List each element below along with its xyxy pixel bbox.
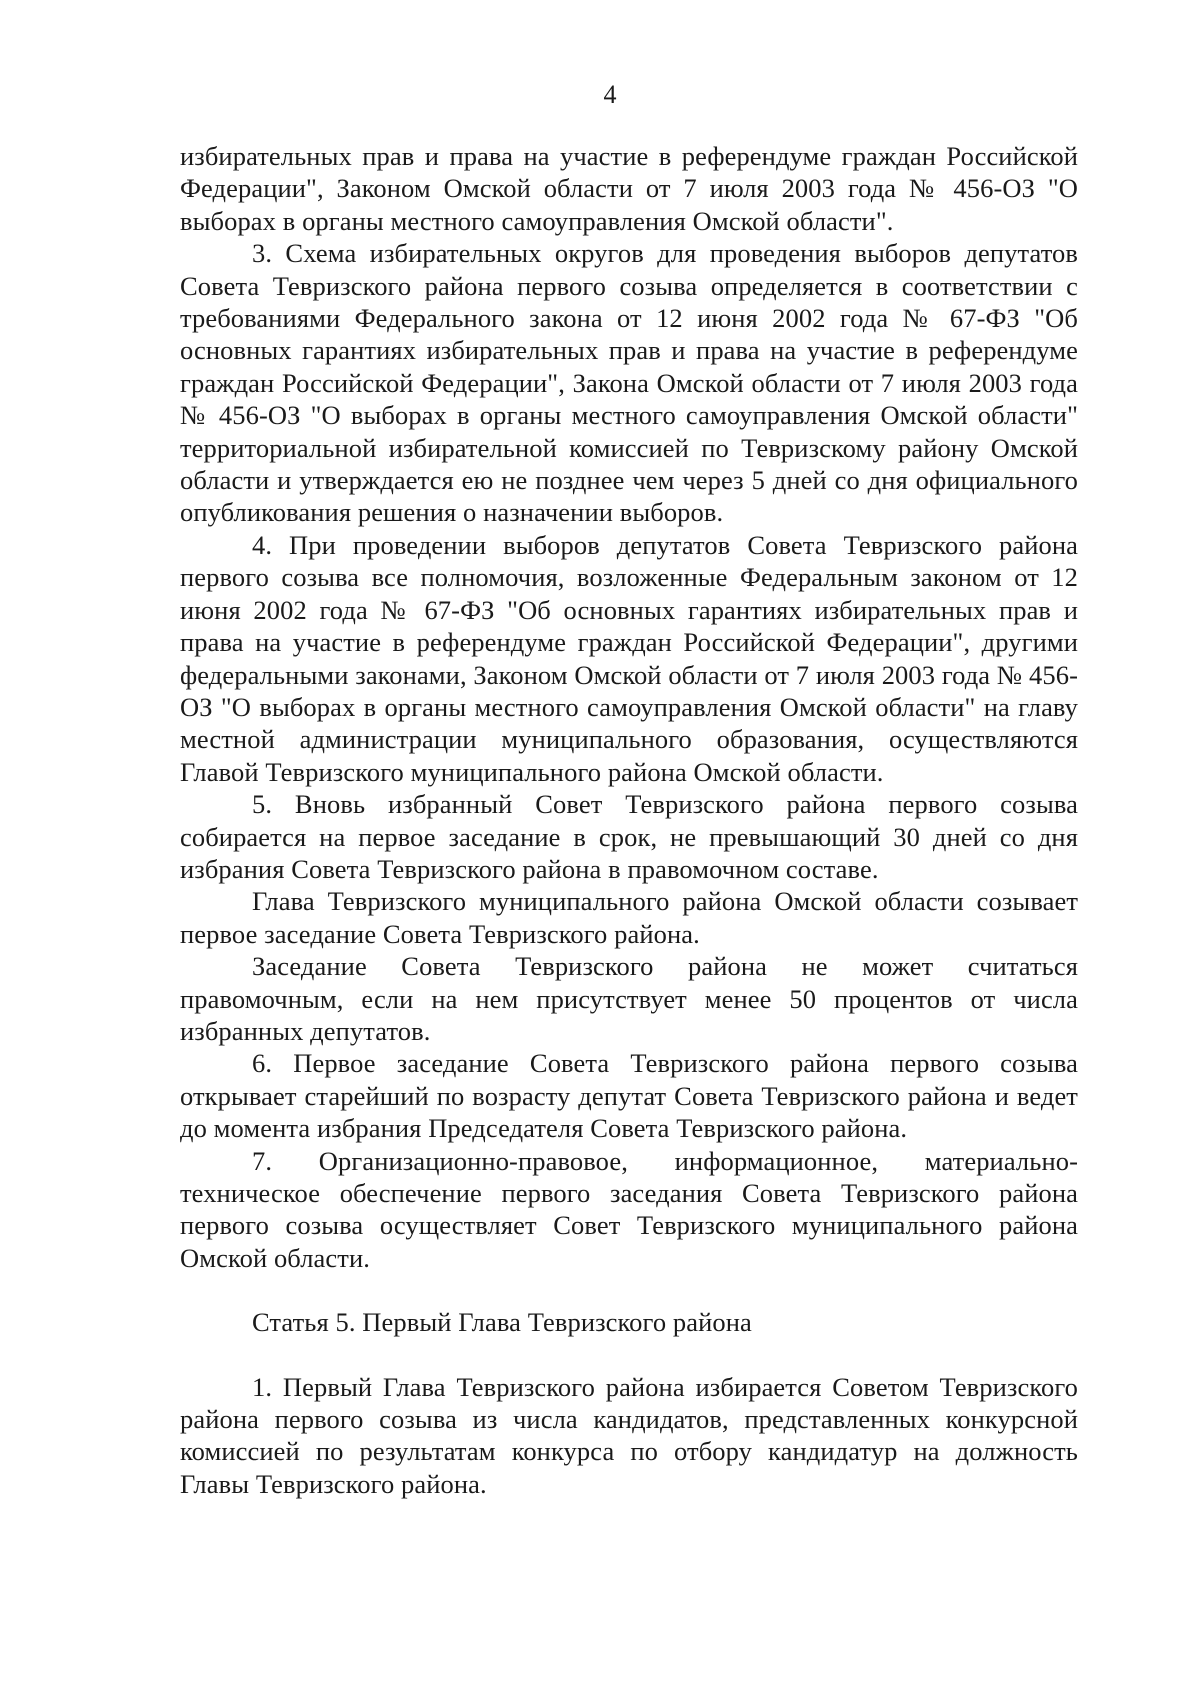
paragraph-item-7: 7. Организационно-правовое, информационное, материально-техническое обеспечение первого заседания Совета Тевризского района первого созыва осуществляет Совет Тевризского муниципального района Омской области. xyxy=(180,1145,1078,1273)
page-number: 4 xyxy=(603,80,617,109)
paragraph-item-5-quorum: Заседание Совета Тевризского района не может считаться правомочным, если на нем присутствует менее 50 процентов от числа избранных депутатов. xyxy=(180,951,1078,1046)
paragraph-item-6: 6. Первое заседание Совета Тевризского района первого созыва открывает старейший по возрасту депутат Совета Тевризского района и ведет до момента избрания Председателя Совета Тевризского района. xyxy=(180,1048,1078,1144)
paragraph-item-3: 3. Схема избирательных округов для проведения выборов депутатов Совета Тевризского района первого созыва определяется в соответствии с требованиями Федерального закона от 12 июня 2002 года № 67-ФЗ "Об основных гарантиях избирательных прав и права на участие в референдуме граждан Российской Федерации", Закона Омской области от 7 июля 2003 года № 456-ОЗ "О выборах в органы местного самоуправления Омской области" территориальной избирательной комиссией по Тевризскому району Омской области и утверждается ею не позднее чем через 5 дней со дня официального опубликования решения о назначении выборов. xyxy=(180,238,1078,528)
paragraph-item-5-convening: Глава Тевризского муниципального района Омской области созывает первое заседание Совета Тевризского района. xyxy=(180,886,1078,949)
document-body xyxy=(180,140,1078,1500)
paragraph-item-5: 5. Вновь избранный Совет Тевризского района первого созыва собирается на первое заседание в срок, не превышающий 30 дней со дня избрания Совета Тевризского района в правомочном составе. xyxy=(180,789,1078,884)
paragraph-item-4: 4. При проведении выборов депутатов Совета Тевризского района первого созыва все полномочия, возложенные Федеральным законом от 12 июня 2002 года № 67-ФЗ "Об основных гарантиях избирательных прав и права на участие в референдуме граждан Российской Федерации", другими федеральными законами, Законом Омской области от 7 июля 2003 года № 456-ОЗ "О выборах в органы местного самоуправления Омской области" на главу местной администрации муниципального образования, осуществляются Главой Тевризского муниципального района Омской области. xyxy=(180,529,1078,787)
article-paragraph-1: 1. Первый Глава Тевризского района избирается Советом Тевризского района первого созыва из числа кандидатов, представленных конкурсной комиссией по результатам конкурса по отбору кандидатур на должность Главы Тевризского района. xyxy=(180,1371,1078,1499)
paragraph-continuation: избирательных прав и права на участие в референдуме граждан Российской Федерации", Законом Омской области от 7 июля 2003 года № 456-ОЗ "О выборах в органы местного самоуправления Омской области". xyxy=(180,141,1078,236)
article-heading: Статья 5. Первый Глава Тевризского района xyxy=(252,1307,752,1338)
